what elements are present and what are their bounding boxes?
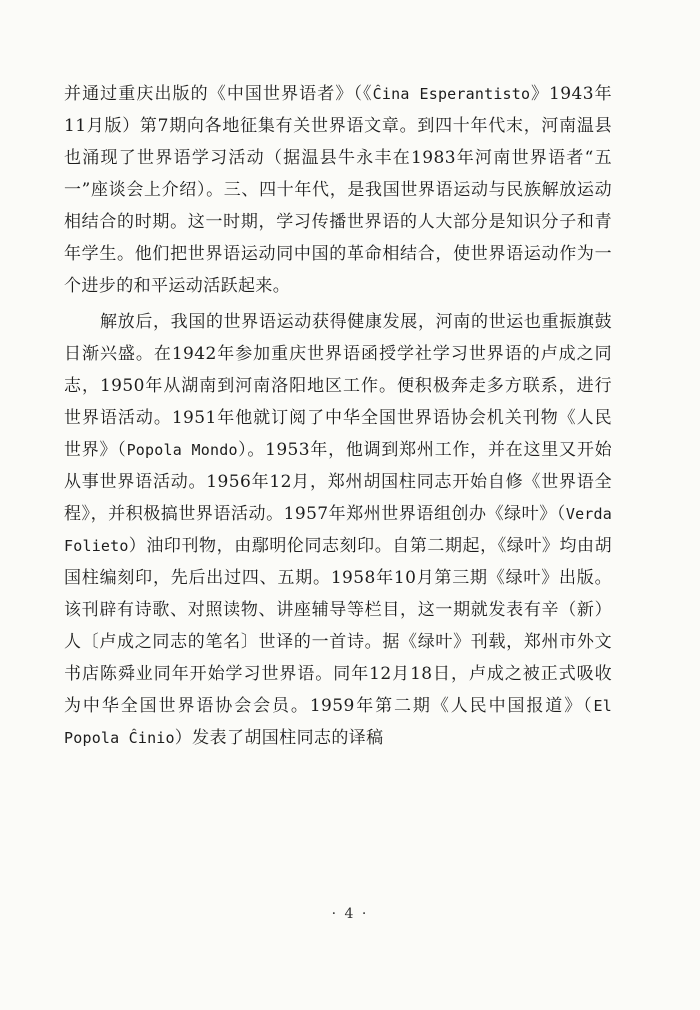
page-number: · 4 ·: [331, 906, 369, 922]
paragraph-2: [64, 306, 612, 754]
text-segment: 》1943年11月版）第7期向各地征集有关世界语文章。到四十年代末，河南温县也涌现了世界语学习活动（据温县牛永丰在1983年河南世界语者“五一”座谈会上介绍）。三、四十年代，是我国世界语运动与民族解放运动相结合的时期。这一时期，学习传播世界语的人大部分是知识分子和青年学生。他们把世界语运动同中国的革命相结合，使世界语运动作为一个进步的和平运动活跃起来。: [64, 84, 613, 296]
text-segment: ）。1953年，他调到郑州工作，并在这里又开始从事世界语活动。1956年12月，郑州胡国柱同志开始自修《世界语全程》，并积极搞世界语活动。1957年郑州世界语组创办《绿叶》（: [64, 440, 612, 524]
paragraph-1: [64, 78, 612, 302]
esperanto-title: Verda Folieto: [64, 505, 612, 555]
esperanto-title: Popola Mondo: [126, 441, 238, 459]
text-segment: ）发表了胡国柱同志的译稿: [174, 728, 384, 748]
text-segment: ）油印刊物，由鄢明伦同志刻印。自第二期起，《绿叶》均由胡国柱编刻印，先后出过四、五期。1958年10月第三期《绿叶》出版。该刊辟有诗歌、对照读物、讲座辅导等栏目，这一期就发表有辛（新）人〔卢成之同志的笔名〕世译的一首诗。据《绿叶》刊载，郑州市外文书店陈舜业同年开始学习世界语。同年12月18日，卢成之被正式吸收为中华全国世界语协会会员。1959年第二期《人民中国报道》（: [64, 536, 612, 716]
esperanto-title: Ĉina Esperantisto: [372, 85, 531, 103]
body-text: [64, 78, 612, 758]
text-segment: 并通过重庆出版的《中国世界语者》（《: [64, 84, 373, 104]
esperanto-title: El Popola Ĉinio: [64, 697, 612, 747]
text-segment: 解放后，我国的世界语运动获得健康发展，河南的世运也重振旗鼓日渐兴盛。在1942年参加重庆世界语函授学社学习世界语的卢成之同志，1950年从湖南到河南洛阳地区工作。便积极奔走多方联系，进行世界语活动。1951年他就订阅了中华全国世界语协会机关刊物《人民世界》（: [64, 312, 612, 460]
